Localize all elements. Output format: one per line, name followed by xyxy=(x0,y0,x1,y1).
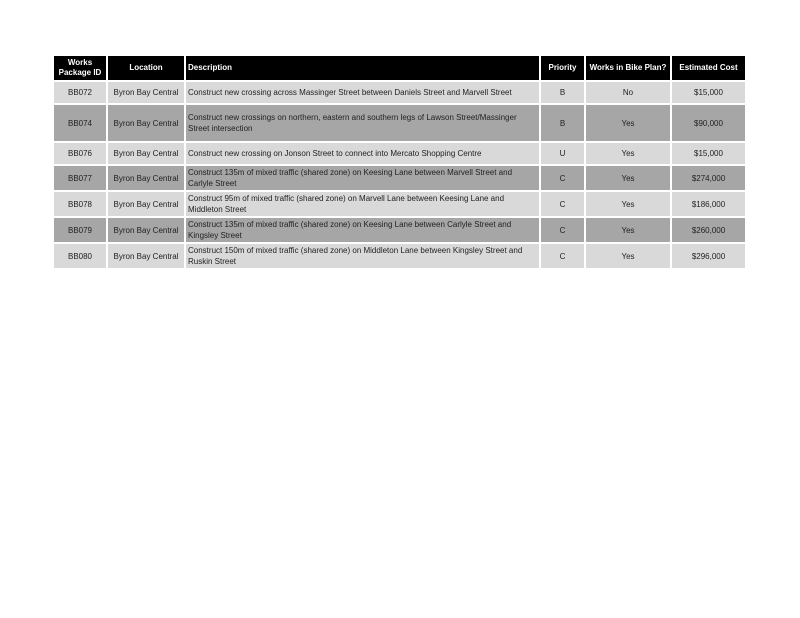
cell-location: Byron Bay Central xyxy=(108,166,184,190)
cell-priority: B xyxy=(541,105,584,141)
cell-cost: $296,000 xyxy=(672,244,745,268)
cell-id: BB077 xyxy=(54,166,106,190)
cell-location: Byron Bay Central xyxy=(108,244,184,268)
cell-bike-plan: Yes xyxy=(586,218,670,242)
cell-cost: $274,000 xyxy=(672,166,745,190)
header-description: Description xyxy=(186,56,539,80)
cell-location: Byron Bay Central xyxy=(108,143,184,164)
cell-location: Byron Bay Central xyxy=(108,192,184,216)
cell-bike-plan: Yes xyxy=(586,166,670,190)
cell-priority: B xyxy=(541,82,584,103)
cell-priority: C xyxy=(541,244,584,268)
cell-id: BB072 xyxy=(54,82,106,103)
header-bike-plan: Works in Bike Plan? xyxy=(586,56,670,80)
table-row xyxy=(54,218,745,242)
cell-cost: $260,000 xyxy=(672,218,745,242)
cell-cost: $15,000 xyxy=(672,82,745,103)
cell-description: Construct 95m of mixed traffic (shared zone) on Marvell Lane between Keesing Lane and Middleton Street xyxy=(186,192,539,216)
table-row xyxy=(54,166,745,190)
cell-priority: C xyxy=(541,166,584,190)
cell-location: Byron Bay Central xyxy=(108,218,184,242)
cell-description: Construct 150m of mixed traffic (shared zone) on Middleton Lane between Kingsley Street and Ruskin Street xyxy=(186,244,539,268)
cell-priority: C xyxy=(541,218,584,242)
cell-description: Construct 135m of mixed traffic (shared zone) on Keesing Lane between Carlyle Street and Kingsley Street xyxy=(186,218,539,242)
cell-cost: $186,000 xyxy=(672,192,745,216)
cell-id: BB074 xyxy=(54,105,106,141)
cell-location: Byron Bay Central xyxy=(108,82,184,103)
cell-bike-plan: Yes xyxy=(586,143,670,164)
table-row xyxy=(54,143,745,164)
table-row xyxy=(54,192,745,216)
cell-bike-plan: Yes xyxy=(586,105,670,141)
cell-id: BB079 xyxy=(54,218,106,242)
table-header-row xyxy=(54,56,745,80)
cell-bike-plan: Yes xyxy=(586,192,670,216)
cell-id: BB076 xyxy=(54,143,106,164)
table-row xyxy=(54,82,745,103)
table-row xyxy=(54,105,745,141)
works-package-table xyxy=(52,54,747,270)
cell-id: BB078 xyxy=(54,192,106,216)
header-estimated-cost: Estimated Cost xyxy=(672,56,745,80)
cell-description: Construct 135m of mixed traffic (shared zone) on Keesing Lane between Marvell Street and Carlyle Street xyxy=(186,166,539,190)
cell-priority: U xyxy=(541,143,584,164)
cell-location: Byron Bay Central xyxy=(108,105,184,141)
cell-bike-plan: No xyxy=(586,82,670,103)
cell-description: Construct new crossing across Massinger Street between Daniels Street and Marvell Street xyxy=(186,82,539,103)
cell-description: Construct new crossing on Jonson Street to connect into Mercato Shopping Centre xyxy=(186,143,539,164)
cell-cost: $90,000 xyxy=(672,105,745,141)
cell-bike-plan: Yes xyxy=(586,244,670,268)
cell-priority: C xyxy=(541,192,584,216)
header-location: Location xyxy=(108,56,184,80)
header-works-package-id: Works Package ID xyxy=(54,56,106,80)
cell-description: Construct new crossings on northern, eastern and southern legs of Lawson Street/Massinger Street intersection xyxy=(186,105,539,141)
cell-id: BB080 xyxy=(54,244,106,268)
table-row xyxy=(54,244,745,268)
header-priority: Priority xyxy=(541,56,584,80)
cell-cost: $15,000 xyxy=(672,143,745,164)
